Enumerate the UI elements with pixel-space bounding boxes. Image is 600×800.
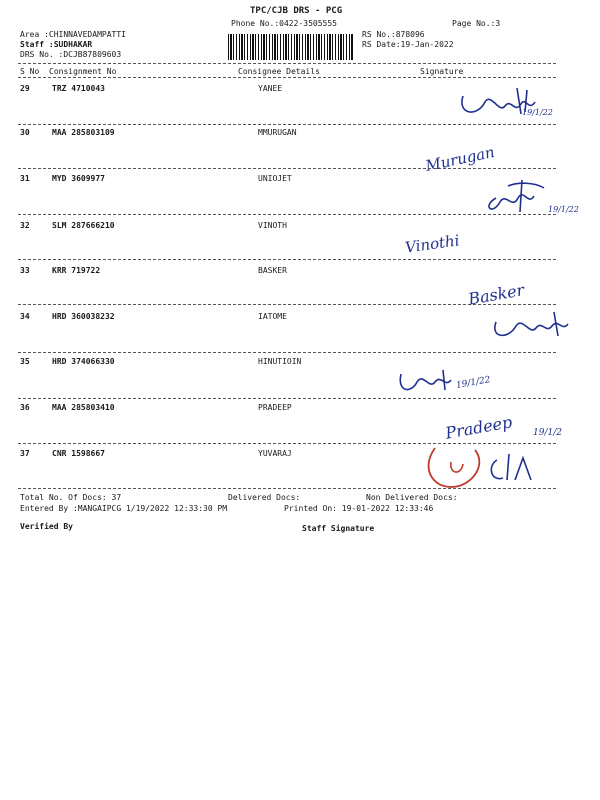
divider: [18, 124, 556, 125]
row-consignee: PRADEEP: [258, 403, 292, 412]
row-sno: 35: [20, 357, 30, 366]
divider: [18, 168, 556, 169]
document-title: TPC/CJB DRS - PCG: [250, 6, 343, 16]
row-sno: 32: [20, 221, 30, 230]
row-sno: 34: [20, 312, 30, 321]
page-number: Page No.:3: [452, 19, 501, 28]
handwritten-date: 19/1/2: [533, 428, 562, 438]
non-delivered-docs: Non Delivered Docs:: [366, 493, 458, 502]
row-sno: 31: [20, 174, 30, 183]
row-consignee: YUVARAJ: [258, 449, 292, 458]
signature-scribble: [488, 308, 578, 344]
drs-number: DRS No. :DCJB87809603: [20, 50, 122, 59]
row-consignee: VINOTH: [258, 221, 287, 230]
handwritten-name: Vinothi: [404, 231, 461, 257]
row-consignment: TRZ 4710043: [52, 84, 105, 93]
divider: [18, 259, 556, 260]
entered-by: Entered By :MANGAIPCG 1/19/2022 12:33:30 PM: [20, 504, 228, 513]
handwritten-name: Murugan: [423, 142, 497, 176]
handwritten-date: 19/1/22: [455, 375, 492, 391]
row-consignee: HINUTIOIN: [258, 357, 302, 366]
signature-scribble: [455, 84, 565, 124]
signature-scribble: [395, 368, 465, 398]
divider: [18, 63, 556, 64]
row-sno: 33: [20, 266, 30, 275]
row-consignment: MAA 285803109: [52, 128, 115, 137]
row-consignee: MMURUGAN: [258, 128, 297, 137]
row-consignee: IATOME: [258, 312, 287, 321]
divider: [18, 352, 556, 353]
row-consignment: MYD 3609977: [52, 174, 105, 183]
handwritten-name: Pradeep: [443, 412, 514, 443]
handwritten-name: Basker: [466, 280, 526, 309]
row-consignment: KRR 719722: [52, 266, 101, 275]
row-sno: 36: [20, 403, 30, 412]
row-consignment: HRD 374066330: [52, 357, 115, 366]
col-consignee: Consignee Details: [238, 67, 320, 76]
col-consignment: Consignment No: [49, 67, 117, 76]
divider: [18, 77, 556, 78]
row-sno: 30: [20, 128, 30, 137]
row-sno: 37: [20, 449, 30, 458]
divider: [18, 398, 556, 399]
signature-scribble: [478, 178, 558, 218]
phone-number: Phone No.:0422-3505555: [231, 19, 337, 28]
row-consignment: SLM 287666210: [52, 221, 115, 230]
divider: [18, 443, 556, 444]
rs-date: RS Date:19-Jan-2022: [362, 40, 454, 49]
verified-by: Verified By: [20, 522, 73, 531]
row-consignment: HRD 360038232: [52, 312, 115, 321]
row-consignee: BASKER: [258, 266, 287, 275]
stamp-mark: [415, 440, 555, 495]
delivered-docs: Delivered Docs:: [228, 493, 301, 502]
handwritten-date: 19/1/22: [548, 205, 579, 214]
handwritten-date: 19/1/22: [522, 108, 553, 117]
row-consignee: YANEE: [258, 84, 283, 93]
barcode: [228, 34, 354, 60]
total-docs: Total No. Of Docs: 37: [20, 493, 122, 502]
printed-on: Printed On: 19-01-2022 12:33:46: [284, 504, 434, 513]
staff-signature: Staff Signature: [302, 524, 375, 533]
row-consignment: MAA 285803410: [52, 403, 115, 412]
row-sno: 29: [20, 84, 30, 93]
divider: [18, 214, 556, 215]
row-consignee: UNIOJET: [258, 174, 292, 183]
row-consignment: CNR 1598667: [52, 449, 105, 458]
divider: [18, 488, 556, 489]
area-field: Area :CHINNAVEDAMPATTI: [20, 30, 126, 39]
rs-number: RS No.:878096: [362, 30, 425, 39]
staff-field: Staff :SUDHAKAR: [20, 40, 93, 49]
col-signature: Signature: [420, 67, 464, 76]
col-sno: S No: [20, 67, 40, 76]
